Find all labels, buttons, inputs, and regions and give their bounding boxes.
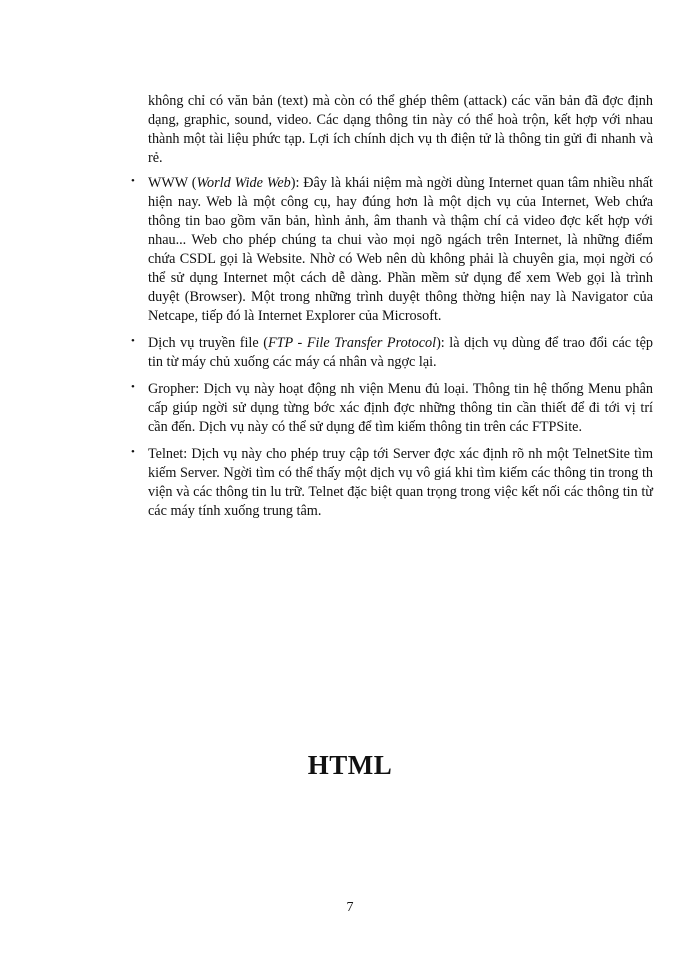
bullet-lead: WWW ( xyxy=(148,175,197,191)
bullet-italic: FTP - File Transfer Protocol xyxy=(267,335,437,351)
section-heading: HTML xyxy=(307,750,393,780)
bullet-icon: • xyxy=(131,175,135,187)
bullet-italic: World Wide Web xyxy=(196,175,291,191)
bullet-lead: Telnet: Dịch vụ này cho phép truy cập tới Server đợc xác định rõ nh một TelnetSite tìm kiếm Server. Ngời tìm có thể thấy một dịch vụ vô giá khi tìm kiếm các thông tin trong th viện và các thông tin lu trữ. Telnet đặc biệt quan trọng trong việc kết nối các thông tin từ các máy tính xuống trung tâm. xyxy=(148,446,653,519)
body-text xyxy=(131,92,653,529)
bullet-text xyxy=(148,380,653,437)
bullet-item-www xyxy=(131,174,653,326)
bullet-text xyxy=(148,174,653,326)
bullet-item-telnet xyxy=(131,445,653,521)
bullet-icon: • xyxy=(131,335,135,347)
bullet-rest: ): Đây là khái niệm mà ngời dùng Internet quan tâm nhiều nhất hiện nay. Web là một công cụ, hay đúng hơn là một dịch vụ của Internet, Web chứa thông tin bao gồm văn bản, hình ảnh, âm thanh và thậm chí cả video đợc kết hợp với nhau... Web cho phép chúng ta chui vào mọi ngõ ngách trên Internet, là những điểm chứa CSDL gọi là Website. Nhờ có Web nên dù không phải là chuyên gia, mọi ngời có thể sử dụng Internet một cách dễ dàng. Phần mềm sử dụng để xem Web gọi là trình duyệt (Browser). Một trong những trình duyệt thông thờng hiện nay là Navigator của Netcape, tiếp đó là Internet Explorer của Microsoft. xyxy=(148,175,653,324)
bullet-icon: • xyxy=(131,381,135,393)
bullet-lead: Dịch vụ truyền file ( xyxy=(148,335,268,351)
bullet-text xyxy=(148,334,653,372)
bullet-icon: • xyxy=(131,446,135,458)
page-number: 7 xyxy=(346,900,354,915)
bullet-rest: ): là dịch vụ dùng để trao đổi các tệp tin từ máy chủ xuống các máy cá nhân và ngợc lại. xyxy=(148,335,653,370)
bullet-item-gropher xyxy=(131,380,653,437)
continuation-paragraph: không chỉ có văn bản (text) mà còn có thể ghép thêm (attack) các văn bản đã đợc định dạng, graphic, sound, video. Các dạng thông tin này có thể hoà trộn, kết hợp với nhau thành một tài liệu phức tạp. Lợi ích chính dịch vụ th điện tử là thông tin gửi đi nhanh và rẻ. xyxy=(148,93,653,166)
bullet-text xyxy=(148,445,653,521)
bullet-item-ftp xyxy=(131,334,653,372)
bullet-lead: Gropher: Dịch vụ này hoạt động nh viện Menu đủ loại. Thông tin hệ thống Menu phân cấp giúp ngời sử dụng từng bớc xác định đợc những thông tin cần thiết để đi tới vị trí cần đến. Dịch vụ này có thể sử dụng để tìm kiếm thông tin trên các FTPSite. xyxy=(148,381,653,435)
